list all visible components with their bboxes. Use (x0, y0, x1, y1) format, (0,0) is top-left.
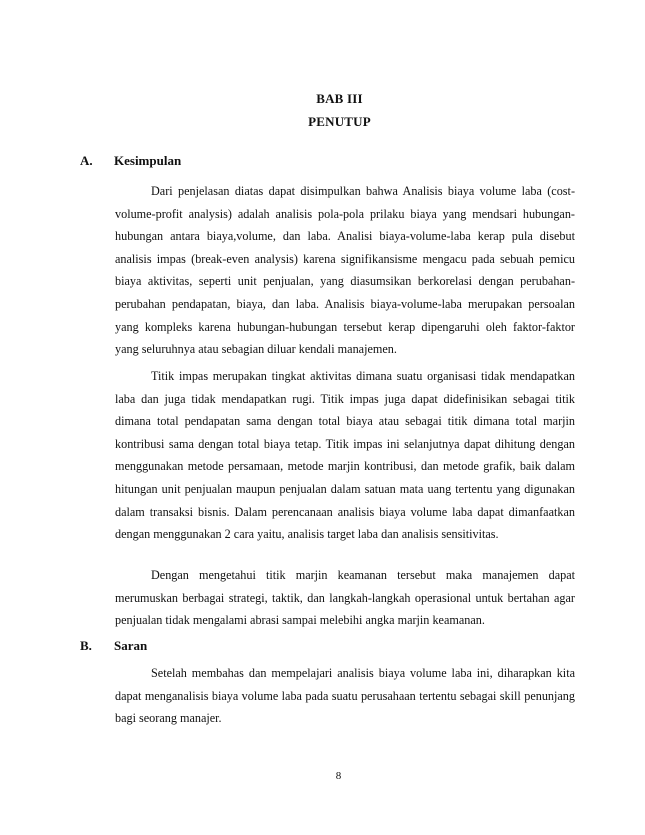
paragraph-saran-1: Setelah membahas dan mempelajari analisis biaya volume laba ini, diharapkan kita dapat menganalisis biaya volume laba pada suatu perusahaan tertentu sebagai skill penunjang bagi seorang manajer. (115, 666, 575, 726)
chapter-title: PENUTUP (308, 114, 371, 129)
section-letter: B. (80, 638, 92, 653)
paragraph-kesimpulan-1: Dari penjelasan diatas dapat disimpulkan bahwa Analisis biaya volume laba (cost-volume-profit analysis) adalah analisis pola-pola prilaku biaya yang mendsari hubungan-hubungan antara biaya,volume, dan laba. Analisi biaya-volume-laba kerap pula disebut analisis impas (break-even analysis) karena signifikansisme mengacu pada sebuah pemicu biaya aktivitas, seperti unit penjualan, yang diasumsikan berkorelasi dengan perubahan-perubahan pendapatan, biaya, dan laba. Analisis biaya-volume-laba merupakan persoalan yang kompleks karena hubungan-hubungan tersebut kerap dipengaruhi oleh faktor-faktor yang seluruhnya atau sebagian diluar kendali manajemen. (115, 184, 575, 357)
section-title: Kesimpulan (114, 153, 182, 168)
paragraph-kesimpulan-3: Dengan mengetahui titik marjin keamanan tersebut maka manajemen dapat merumuskan berbagai strategi, taktik, dan langkah-langkah operasional untuk bertahan agar penjualan tidak mengalami abrasi sampai melebihi angka marjin keamanan. (115, 568, 575, 628)
section-heading-saran (80, 638, 147, 654)
paragraph-kesimpulan-2: Titik impas merupakan tingkat aktivitas dimana suatu organisasi tidak mendapatkan laba dan juga tidak mendapatkan rugi. Titik impas juga dapat didefinisikan sebagai titik dimana total pendapatan sama dengan total biaya atau sebagai titik dimana total marjin kontribusi sama dengan total biaya tetap. Titik impas ini selanjutnya dapat dihitung dengan menggunakan metode persamaan, metode marjin kontribusi, dan metode grafik, baik dalam hitungan unit penjualan maupun penjualan dalam satuan mata uang tertentu yang digunakan dalam transaksi bisnis. Dalam perencanaan analisis biaya volume laba dapat dimanfaatkan dengan menggunakan 2 cara yaitu, analisis target laba dan analisis sensitivitas. (115, 369, 575, 542)
section-letter: A. (80, 153, 93, 168)
page-number: 8 (335, 770, 342, 782)
chapter-label: BAB III (316, 91, 363, 106)
section-heading-kesimpulan (80, 153, 181, 169)
section-title: Saran (114, 638, 148, 653)
